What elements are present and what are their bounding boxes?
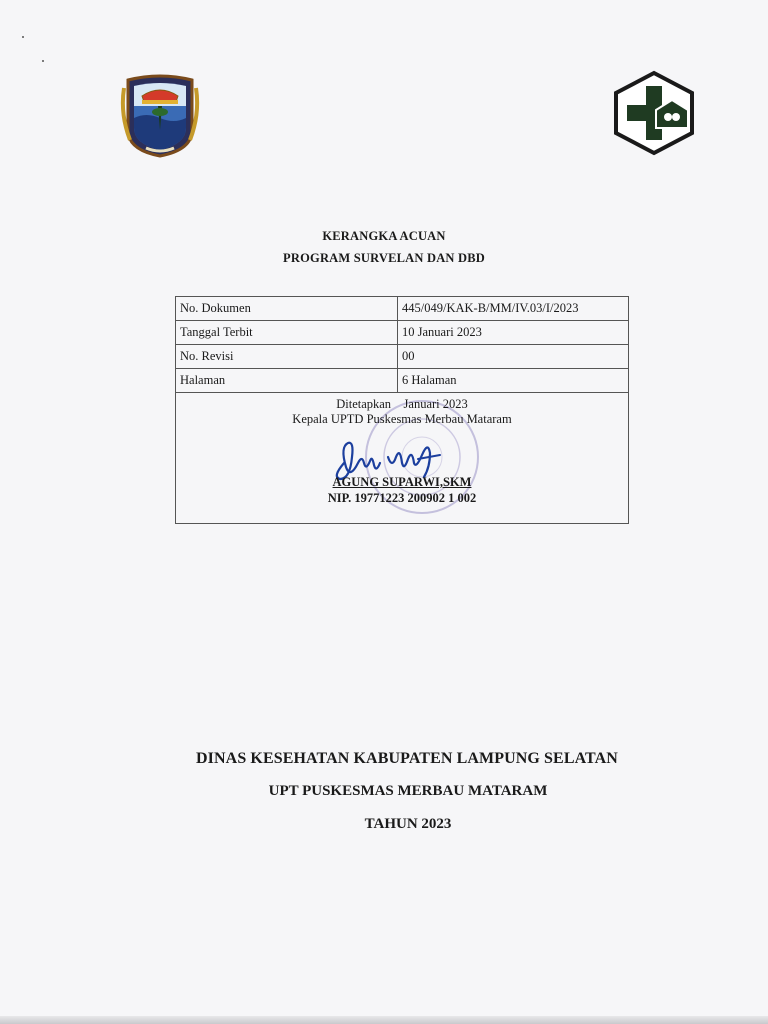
- row-value: 10 Januari 2023: [398, 321, 629, 345]
- approval-date: Ditetapkan Januari 2023: [336, 397, 468, 411]
- row-value: 445/049/KAK-B/MM/IV.03/I/2023: [398, 297, 629, 321]
- scan-edge: [0, 1016, 768, 1024]
- row-value: 00: [398, 345, 629, 369]
- scan-speck: [22, 36, 24, 38]
- footer-year: TAHUN 2023: [364, 816, 452, 832]
- approval-row: [176, 393, 629, 524]
- table-row: [176, 345, 629, 369]
- puskesmas-logo-icon: [612, 70, 696, 156]
- footer-agency: DINAS KESEHATAN KABUPATEN LAMPUNG SELATAN: [196, 750, 618, 767]
- approval-position: Kepala UPTD Puskesmas Merbau Mataram: [292, 412, 512, 426]
- table-row: [176, 297, 629, 321]
- signatory-name: AGUNG SUPARWI,SKM: [332, 475, 472, 489]
- document-subtitle: PROGRAM SURVELAN DAN DBD: [283, 251, 485, 265]
- document-info-table: [175, 296, 629, 524]
- row-value: 6 Halaman: [398, 369, 629, 393]
- document-title: KERANGKA ACUAN: [322, 229, 446, 243]
- table-row: [176, 321, 629, 345]
- row-label: Tanggal Terbit: [176, 321, 398, 345]
- kabupaten-emblem-icon: [120, 74, 200, 158]
- row-label: No. Dokumen: [176, 297, 398, 321]
- approval-block: [176, 393, 629, 524]
- signatory-nip: NIP. 19771223 200902 1 002: [327, 491, 477, 505]
- row-label: No. Revisi: [176, 345, 398, 369]
- row-label: Halaman: [176, 369, 398, 393]
- footer-unit: UPT PUSKESMAS MERBAU MATARAM: [268, 783, 548, 799]
- table-row: [176, 369, 629, 393]
- scan-speck: [42, 60, 44, 62]
